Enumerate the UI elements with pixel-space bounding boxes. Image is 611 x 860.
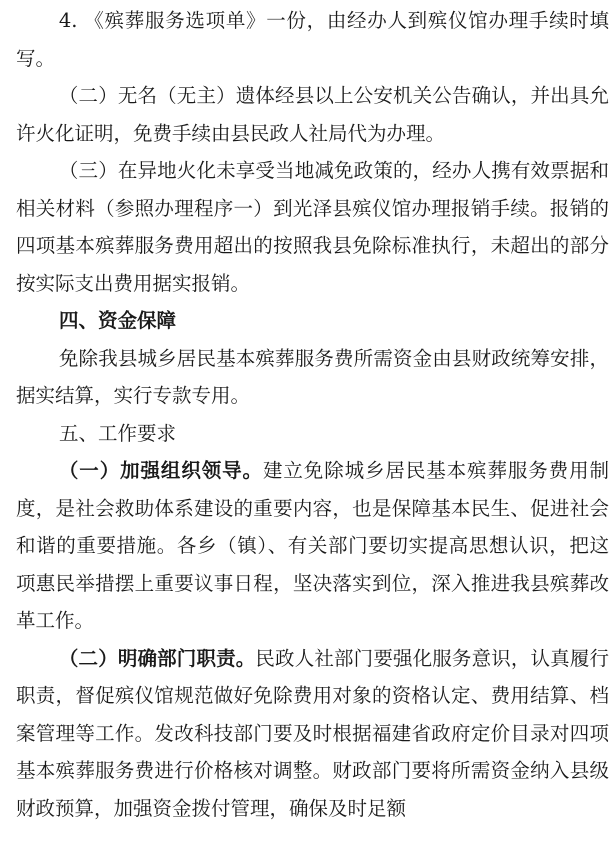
requirement-2-body: 民政人社部门要强化服务意识，认真履行职责，督促殡仪馆规范做好免除费用对象的资格认定、费用结算、档案管理等工作。发改科技部门要及时根据福建省政府定价目录对四项基本殡葬服务费进行价格核对调整。财政部门要将所需资金纳入县级财政预算，加强资金拨付管理，确保及时足额 [16,646,609,820]
paragraph-funding: 免除我县城乡居民基本殡葬服务费所需资金由县财政统筹安排，据实结算，实行专款专用。 [16,346,609,407]
section-heading-requirements: 五、工作要求 [59,421,177,445]
paragraph-item-4: 4. 《殡葬服务选项单》一份，由经办人到殡仪馆办理手续时填写。 [16,9,609,70]
section-heading-funding: 四、资金保障 [59,309,177,332]
requirement-2-lead: （二）明确部门职责。 [58,646,256,670]
paragraph-requirement-2 [16,640,609,828]
paragraph-item-2: （二）无名（无主）遗体经县以上公安机关公告确认，并出具允许火化证明，免费手续由县民政人社局代为办理。 [16,84,609,145]
paragraph-item-3: （三）在异地火化未享受当地减免政策的，经办人携有效票据和相关材料（参照办理程序一）到光泽县殡仪馆办理报销手续。报销的四项基本殡葬服务费用超出的按照我县免除标准执行，未超出的部分按实际支出费用据实报销。 [16,159,609,295]
requirement-1-body: 建立免除城乡居民基本殡葬服务费用制度，是社会救助体系建设的重要内容，也是保障基本民生、促进社会和谐的重要措施。各乡（镇）、有关部门要切实提高思想认识，把这项惠民举措摆上重要议事日程，坚决落实到位，深入推进我县殡葬改革工作。 [16,459,609,632]
paragraph-requirement-1 [16,452,609,640]
requirement-1-lead: （一）加强组织领导。 [58,459,263,482]
